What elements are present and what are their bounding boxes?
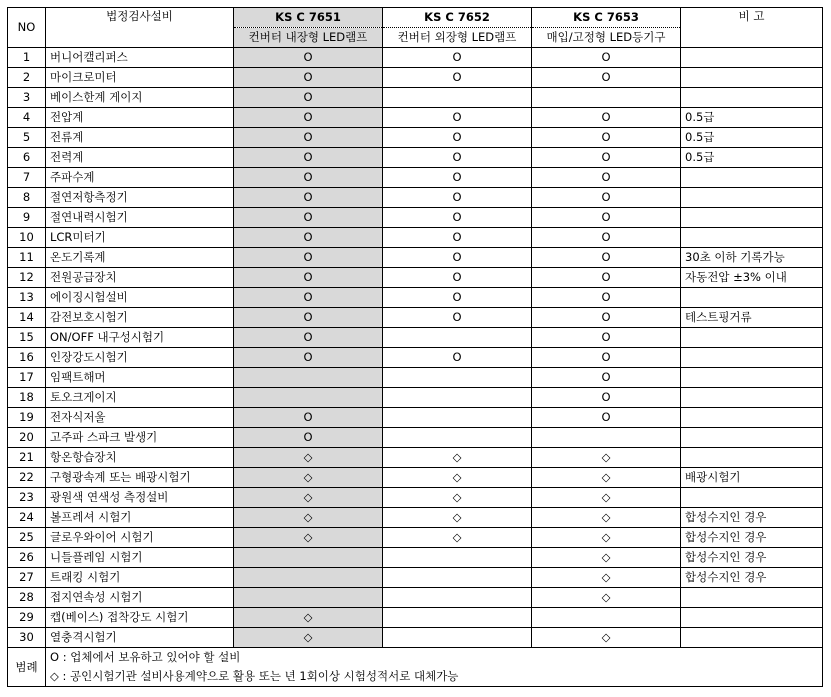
- row-mark-std-3: O: [532, 48, 681, 68]
- row-mark-std-3: O: [532, 248, 681, 268]
- row-equipment-name: 전력계: [46, 148, 234, 168]
- row-mark-std-2: O: [383, 248, 532, 268]
- row-number: 25: [8, 528, 46, 548]
- row-equipment-name: LCR미터기: [46, 228, 234, 248]
- table-row: [8, 108, 823, 128]
- row-number: 2: [8, 68, 46, 88]
- row-remark: 합성수지인 경우: [681, 508, 823, 528]
- row-mark-std-3: O: [532, 188, 681, 208]
- table-row: [8, 368, 823, 388]
- row-mark-std-2: [383, 608, 532, 628]
- row-equipment-name: 글로우와이어 시험기: [46, 528, 234, 548]
- row-mark-std-2: [383, 548, 532, 568]
- row-equipment-name: 전원공급장치: [46, 268, 234, 288]
- header-std-1-desc: 컨버터 내장형 LED램프: [234, 28, 383, 48]
- table-row: [8, 228, 823, 248]
- table-row: [8, 148, 823, 168]
- row-number: 21: [8, 448, 46, 468]
- table-row: [8, 568, 823, 588]
- row-mark-std-1: O: [234, 48, 383, 68]
- row-mark-std-1: ◇: [234, 628, 383, 648]
- row-mark-std-3: O: [532, 328, 681, 348]
- row-mark-std-2: O: [383, 308, 532, 328]
- row-mark-std-3: O: [532, 408, 681, 428]
- row-equipment-name: 절연저항측정기: [46, 188, 234, 208]
- table-row: [8, 328, 823, 348]
- row-mark-std-1: O: [234, 308, 383, 328]
- row-mark-std-2: O: [383, 288, 532, 308]
- row-mark-std-2: ◇: [383, 488, 532, 508]
- table-row: [8, 548, 823, 568]
- row-remark: 0.5급: [681, 128, 823, 148]
- row-mark-std-1: O: [234, 208, 383, 228]
- row-mark-std-1: [234, 368, 383, 388]
- row-mark-std-1: [234, 588, 383, 608]
- row-equipment-name: 감전보호시험기: [46, 308, 234, 328]
- row-mark-std-3: O: [532, 388, 681, 408]
- row-mark-std-2: O: [383, 108, 532, 128]
- table-row: [8, 508, 823, 528]
- row-equipment-name: 접지연속성 시험기: [46, 588, 234, 608]
- row-equipment-name: 절연내력시험기: [46, 208, 234, 228]
- row-remark: [681, 288, 823, 308]
- row-equipment-name: 마이크로미터: [46, 68, 234, 88]
- row-number: 27: [8, 568, 46, 588]
- legend-row: [8, 667, 823, 687]
- row-remark: 배광시험기: [681, 468, 823, 488]
- row-mark-std-2: [383, 368, 532, 388]
- row-mark-std-3: ◇: [532, 508, 681, 528]
- table-row: [8, 88, 823, 108]
- row-mark-std-2: O: [383, 48, 532, 68]
- row-mark-std-2: [383, 88, 532, 108]
- row-remark: [681, 68, 823, 88]
- table-row: [8, 248, 823, 268]
- table-row: [8, 188, 823, 208]
- header-std-2-code: KS C 7652: [383, 8, 532, 28]
- row-mark-std-2: O: [383, 208, 532, 228]
- row-number: 8: [8, 188, 46, 208]
- row-mark-std-1: [234, 388, 383, 408]
- row-mark-std-1: O: [234, 328, 383, 348]
- row-mark-std-1: ◇: [234, 508, 383, 528]
- legend-row: [8, 648, 823, 668]
- row-equipment-name: 니들플레임 시험기: [46, 548, 234, 568]
- row-mark-std-1: O: [234, 188, 383, 208]
- row-mark-std-2: [383, 588, 532, 608]
- row-equipment-name: 전압계: [46, 108, 234, 128]
- row-equipment-name: 베이스한계 게이지: [46, 88, 234, 108]
- row-number: 11: [8, 248, 46, 268]
- row-mark-std-2: O: [383, 348, 532, 368]
- row-equipment-name: 전자식저울: [46, 408, 234, 428]
- row-equipment-name: 캡(베이스) 접착강도 시험기: [46, 608, 234, 628]
- equipment-table: [7, 7, 823, 687]
- header-std-3-desc: 매입/고정형 LED등기구: [532, 28, 681, 48]
- table-row: [8, 448, 823, 468]
- row-remark: [681, 588, 823, 608]
- row-mark-std-3: O: [532, 228, 681, 248]
- table-row: [8, 428, 823, 448]
- row-mark-std-2: O: [383, 128, 532, 148]
- row-number: 17: [8, 368, 46, 388]
- row-mark-std-1: O: [234, 288, 383, 308]
- row-mark-std-1: O: [234, 348, 383, 368]
- row-number: 1: [8, 48, 46, 68]
- row-equipment-name: 구형광속계 또는 배광시험기: [46, 468, 234, 488]
- table-row: [8, 588, 823, 608]
- row-number: 9: [8, 208, 46, 228]
- row-mark-std-3: ◇: [532, 468, 681, 488]
- row-mark-std-1: O: [234, 248, 383, 268]
- row-mark-std-3: O: [532, 68, 681, 88]
- row-mark-std-1: O: [234, 228, 383, 248]
- row-remark: 합성수지인 경우: [681, 568, 823, 588]
- row-remark: 자동전압 ±3% 이내: [681, 268, 823, 288]
- row-equipment-name: 전류계: [46, 128, 234, 148]
- row-mark-std-2: ◇: [383, 508, 532, 528]
- row-remark: [681, 488, 823, 508]
- row-equipment-name: 임팩트해머: [46, 368, 234, 388]
- row-mark-std-2: [383, 328, 532, 348]
- header-std-3-code: KS C 7653: [532, 8, 681, 28]
- row-number: 29: [8, 608, 46, 628]
- row-mark-std-2: O: [383, 148, 532, 168]
- table-row: [8, 628, 823, 648]
- row-remark: [681, 348, 823, 368]
- row-mark-std-3: O: [532, 108, 681, 128]
- row-remark: 합성수지인 경우: [681, 528, 823, 548]
- row-equipment-name: 트래킹 시험기: [46, 568, 234, 588]
- row-equipment-name: 열충격시험기: [46, 628, 234, 648]
- row-equipment-name: 에이징시험설비: [46, 288, 234, 308]
- row-remark: [681, 328, 823, 348]
- table-row: [8, 128, 823, 148]
- row-remark: [681, 88, 823, 108]
- row-mark-std-3: O: [532, 308, 681, 328]
- row-mark-std-1: ◇: [234, 488, 383, 508]
- table-row: [8, 48, 823, 68]
- row-number: 4: [8, 108, 46, 128]
- legend-line-2: ◇ : 공인시험기관 설비사용계약으로 활용 또는 년 1회이상 시험성적서로 대체가능: [46, 667, 823, 687]
- row-mark-std-1: ◇: [234, 468, 383, 488]
- row-number: 13: [8, 288, 46, 308]
- table-row: [8, 208, 823, 228]
- row-mark-std-1: ◇: [234, 528, 383, 548]
- legend-line-1: O : 업체에서 보유하고 있어야 할 설비: [46, 648, 823, 668]
- table-row: [8, 268, 823, 288]
- row-mark-std-2: ◇: [383, 528, 532, 548]
- table-row: [8, 388, 823, 408]
- row-number: 15: [8, 328, 46, 348]
- row-equipment-name: 볼프레셔 시험기: [46, 508, 234, 528]
- row-mark-std-2: O: [383, 168, 532, 188]
- row-remark: [681, 428, 823, 448]
- row-mark-std-3: ◇: [532, 528, 681, 548]
- table-row: [8, 348, 823, 368]
- row-mark-std-3: [532, 428, 681, 448]
- row-mark-std-1: [234, 548, 383, 568]
- table-row: [8, 308, 823, 328]
- row-remark: [681, 168, 823, 188]
- row-equipment-name: 고주파 스파크 발생기: [46, 428, 234, 448]
- row-equipment-name: 광원색 연색성 측정설비: [46, 488, 234, 508]
- row-remark: [681, 608, 823, 628]
- header-std-1-code: KS C 7651: [234, 8, 383, 28]
- row-mark-std-3: ◇: [532, 448, 681, 468]
- row-number: 20: [8, 428, 46, 448]
- row-number: 5: [8, 128, 46, 148]
- row-equipment-name: 주파수계: [46, 168, 234, 188]
- table-row: [8, 468, 823, 488]
- row-equipment-name: 온도기록계: [46, 248, 234, 268]
- row-mark-std-2: O: [383, 68, 532, 88]
- row-number: 26: [8, 548, 46, 568]
- row-equipment-name: 버니어캘리퍼스: [46, 48, 234, 68]
- row-number: 24: [8, 508, 46, 528]
- header-remarks: 비 고: [681, 8, 823, 48]
- row-mark-std-3: [532, 88, 681, 108]
- header-no: NO: [8, 8, 46, 48]
- row-number: 7: [8, 168, 46, 188]
- row-mark-std-3: O: [532, 148, 681, 168]
- row-remark: [681, 448, 823, 468]
- row-remark: 30초 이하 기록가능: [681, 248, 823, 268]
- row-mark-std-3: ◇: [532, 588, 681, 608]
- row-mark-std-1: [234, 568, 383, 588]
- row-mark-std-2: [383, 388, 532, 408]
- row-remark: [681, 628, 823, 648]
- row-number: 28: [8, 588, 46, 608]
- row-mark-std-3: ◇: [532, 628, 681, 648]
- row-mark-std-1: O: [234, 168, 383, 188]
- table-row: [8, 608, 823, 628]
- row-mark-std-1: O: [234, 108, 383, 128]
- row-number: 30: [8, 628, 46, 648]
- row-mark-std-2: [383, 408, 532, 428]
- row-mark-std-2: O: [383, 268, 532, 288]
- row-mark-std-3: ◇: [532, 548, 681, 568]
- row-remark: [681, 408, 823, 428]
- row-mark-std-3: O: [532, 268, 681, 288]
- row-equipment-name: ON/OFF 내구성시험기: [46, 328, 234, 348]
- row-mark-std-2: O: [383, 188, 532, 208]
- row-mark-std-3: ◇: [532, 488, 681, 508]
- row-mark-std-1: O: [234, 88, 383, 108]
- row-mark-std-3: O: [532, 128, 681, 148]
- row-remark: [681, 388, 823, 408]
- row-equipment-name: 항온항습장치: [46, 448, 234, 468]
- table-row: [8, 408, 823, 428]
- table-row: [8, 288, 823, 308]
- row-mark-std-1: O: [234, 148, 383, 168]
- row-number: 16: [8, 348, 46, 368]
- row-remark: [681, 188, 823, 208]
- row-remark: 0.5급: [681, 148, 823, 168]
- row-mark-std-1: O: [234, 268, 383, 288]
- table-row: [8, 488, 823, 508]
- row-remark: [681, 208, 823, 228]
- row-mark-std-3: O: [532, 348, 681, 368]
- row-mark-std-1: O: [234, 68, 383, 88]
- table-row: [8, 168, 823, 188]
- row-mark-std-2: [383, 628, 532, 648]
- row-mark-std-3: O: [532, 208, 681, 228]
- row-number: 18: [8, 388, 46, 408]
- row-mark-std-3: O: [532, 288, 681, 308]
- row-mark-std-2: [383, 568, 532, 588]
- row-remark: 테스트핑거류: [681, 308, 823, 328]
- row-number: 6: [8, 148, 46, 168]
- row-equipment-name: 인장강도시험기: [46, 348, 234, 368]
- row-mark-std-1: ◇: [234, 448, 383, 468]
- row-mark-std-2: [383, 428, 532, 448]
- row-number: 10: [8, 228, 46, 248]
- row-mark-std-1: O: [234, 428, 383, 448]
- row-mark-std-2: O: [383, 228, 532, 248]
- row-mark-std-3: O: [532, 368, 681, 388]
- row-mark-std-1: O: [234, 408, 383, 428]
- row-mark-std-1: O: [234, 128, 383, 148]
- row-number: 23: [8, 488, 46, 508]
- row-equipment-name: 토오크게이지: [46, 388, 234, 408]
- row-remark: [681, 228, 823, 248]
- row-mark-std-3: O: [532, 168, 681, 188]
- row-mark-std-2: ◇: [383, 448, 532, 468]
- row-mark-std-2: ◇: [383, 468, 532, 488]
- row-number: 14: [8, 308, 46, 328]
- row-mark-std-1: ◇: [234, 608, 383, 628]
- row-remark: [681, 48, 823, 68]
- header-equipment: 법정검사설비: [46, 8, 234, 48]
- row-remark: 0.5급: [681, 108, 823, 128]
- row-number: 3: [8, 88, 46, 108]
- row-remark: [681, 368, 823, 388]
- row-number: 22: [8, 468, 46, 488]
- legend-label: 범례: [8, 648, 46, 687]
- table-row: [8, 68, 823, 88]
- table-row: [8, 528, 823, 548]
- row-remark: 합성수지인 경우: [681, 548, 823, 568]
- row-number: 19: [8, 408, 46, 428]
- row-mark-std-3: [532, 608, 681, 628]
- row-mark-std-3: ◇: [532, 568, 681, 588]
- header-std-2-desc: 컨버터 외장형 LED램프: [383, 28, 532, 48]
- row-number: 12: [8, 268, 46, 288]
